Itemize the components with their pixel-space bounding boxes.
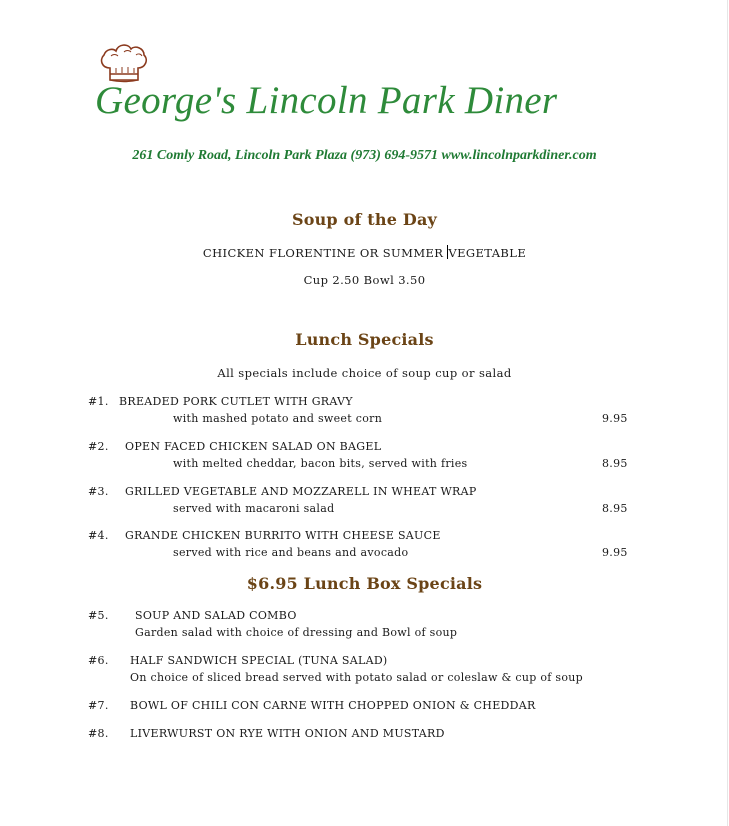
item-price: 8.95	[602, 457, 628, 470]
restaurant-title: George's Lincoln Park Diner	[95, 79, 558, 122]
item-name: SOUP AND SALAD COMBO	[135, 609, 297, 622]
item-name: OPEN FACED CHICKEN SALAD ON BAGEL	[125, 440, 382, 453]
item-number: #1.	[88, 395, 109, 408]
item-name: BOWL OF CHILI CON CARNE WITH CHOPPED ONION & CHEDDAR	[130, 699, 536, 712]
item-number: #8.	[88, 727, 109, 740]
item-number: #5.	[88, 609, 109, 622]
item-name: BREADED PORK CUTLET WITH GRAVY	[119, 395, 353, 408]
item-price: 9.95	[602, 546, 628, 559]
item-description: served with macaroni salad	[173, 502, 335, 515]
item-description: Garden salad with choice of dressing and Bowl of soup	[135, 626, 458, 639]
soup-selection	[0, 245, 729, 260]
item-number: #3.	[88, 485, 109, 498]
item-price: 9.95	[602, 412, 628, 425]
item-number: #4.	[88, 529, 109, 542]
item-name: HALF SANDWICH SPECIAL (TUNA SALAD)	[130, 654, 388, 667]
lunch-specials-heading: Lunch Specials	[295, 330, 434, 349]
item-description: On choice of sliced bread served with potato salad or coleslaw & cup of soup	[130, 671, 584, 684]
item-price: 8.95	[602, 502, 628, 515]
lunch-specials-note: All specials include choice of soup cup or salad	[217, 366, 512, 380]
soup-text-after: VEGETABLE	[448, 246, 527, 260]
item-description: with mashed potato and sweet corn	[173, 412, 383, 425]
item-description: served with rice and beans and avocado	[173, 546, 409, 559]
item-description: with melted cheddar, bacon bits, served with fries	[173, 457, 468, 470]
soup-prices: Cup 2.50 Bowl 3.50	[303, 273, 426, 287]
item-name: LIVERWURST ON RYE WITH ONION AND MUSTARD	[130, 727, 445, 740]
item-number: #7.	[88, 699, 109, 712]
item-name: GRILLED VEGETABLE AND MOZZARELL IN WHEAT WRAP	[125, 485, 477, 498]
item-number: #2.	[88, 440, 109, 453]
restaurant-address: 261 Comly Road, Lincoln Park Plaza (973) 694-9571 www.lincolnparkdiner.com	[132, 148, 597, 163]
soup-text-before: CHICKEN FLORENTINE OR SUMMER	[202, 246, 448, 260]
lunch-box-heading: $6.95 Lunch Box Specials	[246, 574, 483, 593]
soup-heading: Soup of the Day	[291, 210, 438, 229]
item-number: #6.	[88, 654, 109, 667]
item-name: GRANDE CHICKEN BURRITO WITH CHEESE SAUCE	[125, 529, 441, 542]
